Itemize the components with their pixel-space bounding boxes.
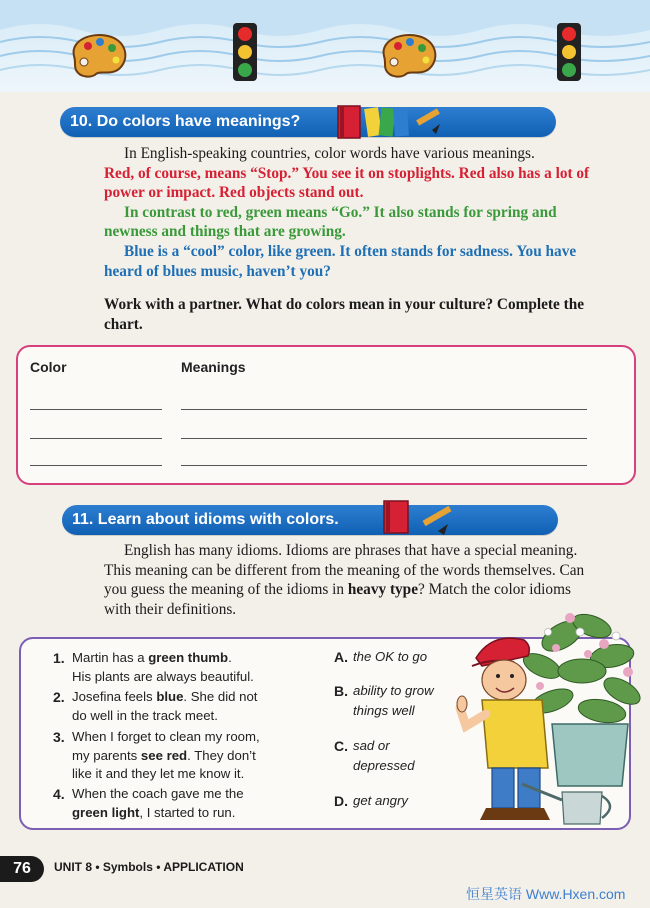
idiom-number: 1. bbox=[53, 650, 65, 666]
idiom-item-3 bbox=[53, 728, 313, 786]
section-11-title: 11. Learn about idioms with colors. bbox=[72, 511, 339, 528]
idioms-intro-text: English has many idioms. Idioms are phrases that have a special meaning. This meaning can be different from the meaning of the words themselves. Can you guess the meaning of the idioms in bbox=[104, 542, 585, 599]
section-10-header bbox=[60, 107, 556, 137]
definition-D: D. get angry bbox=[334, 793, 408, 809]
color-answer-line-1[interactable] bbox=[30, 409, 162, 410]
idiom-text: Josefina feels blue. She did not do well in the track meet. bbox=[72, 689, 258, 723]
idiom-number: 3. bbox=[53, 729, 65, 745]
traffic-light-icon bbox=[556, 22, 582, 82]
chart-header-color: Color bbox=[30, 359, 67, 375]
boy-with-plant-illustration bbox=[452, 596, 650, 844]
chart-header-meanings: Meanings bbox=[181, 359, 246, 375]
section-10-body bbox=[104, 144, 600, 281]
watermark: 恒星英语 Www.Hxen.com bbox=[466, 886, 626, 902]
definition-letter: B. bbox=[334, 683, 348, 699]
idiom-text: When the coach gave me the green light, I started to run. bbox=[72, 786, 244, 820]
idiom-number: 4. bbox=[53, 786, 65, 802]
books-and-pencil-icon bbox=[336, 100, 446, 144]
heavy-type-text: heavy type bbox=[347, 581, 418, 599]
definition-letter: D. bbox=[334, 793, 348, 809]
definition-C: C. sad or depressed bbox=[334, 738, 415, 773]
page-number: 76 bbox=[0, 856, 44, 882]
section-10-title: 10. Do colors have meanings? bbox=[70, 113, 301, 130]
blue-paragraph: Blue is a “cool” color, like green. It often stands for sadness. You have heard of blues music, haven’t you? bbox=[104, 242, 577, 280]
idiom-item-4 bbox=[53, 785, 313, 825]
definition-letter: C. bbox=[334, 738, 348, 754]
definition-A: A. the OK to go bbox=[334, 649, 428, 665]
red-paragraph: Red, of course, means “Stop.” You see it on stoplights. Red also has a lot of power or impact. Red objects stand out. bbox=[104, 164, 590, 202]
color-meaning-chart bbox=[16, 345, 636, 485]
idiom-item-1 bbox=[53, 649, 313, 689]
unit-label: UNIT 8 • Symbols • APPLICATION bbox=[54, 860, 244, 874]
idiom-text: When I forget to clean my room, my parents see red. They don’t like it and they let me know it. bbox=[72, 729, 260, 781]
idiom-number: 2. bbox=[53, 689, 65, 705]
top-banner bbox=[0, 0, 650, 92]
red-book-icon bbox=[382, 497, 462, 539]
idiom-text: Martin has a green thumb. His plants are always beautiful. bbox=[72, 650, 254, 684]
meaning-answer-line-3[interactable] bbox=[181, 465, 587, 466]
green-paragraph: In contrast to red, green means “Go.” It also stands for spring and newness and things that are growing. bbox=[104, 203, 557, 241]
chart-instruction: Work with a partner. What do colors mean in your culture? Complete the chart. bbox=[104, 296, 585, 333]
meaning-answer-line-2[interactable] bbox=[181, 438, 587, 439]
palette-icon bbox=[66, 30, 132, 80]
color-answer-line-2[interactable] bbox=[30, 438, 162, 439]
section-11-header bbox=[62, 505, 558, 535]
definition-letter: A. bbox=[334, 649, 348, 665]
traffic-light-icon bbox=[232, 22, 258, 82]
intro-paragraph: In English-speaking countries, color words have various meanings. bbox=[124, 145, 535, 162]
palette-icon bbox=[376, 30, 442, 80]
meaning-answer-line-1[interactable] bbox=[181, 409, 587, 410]
idioms-intro-end: ? Match the color idioms with their definitions. bbox=[104, 581, 571, 618]
color-answer-line-3[interactable] bbox=[30, 465, 162, 466]
definition-B: B. ability to grow things well bbox=[334, 683, 434, 718]
idiom-item-2 bbox=[53, 688, 313, 728]
